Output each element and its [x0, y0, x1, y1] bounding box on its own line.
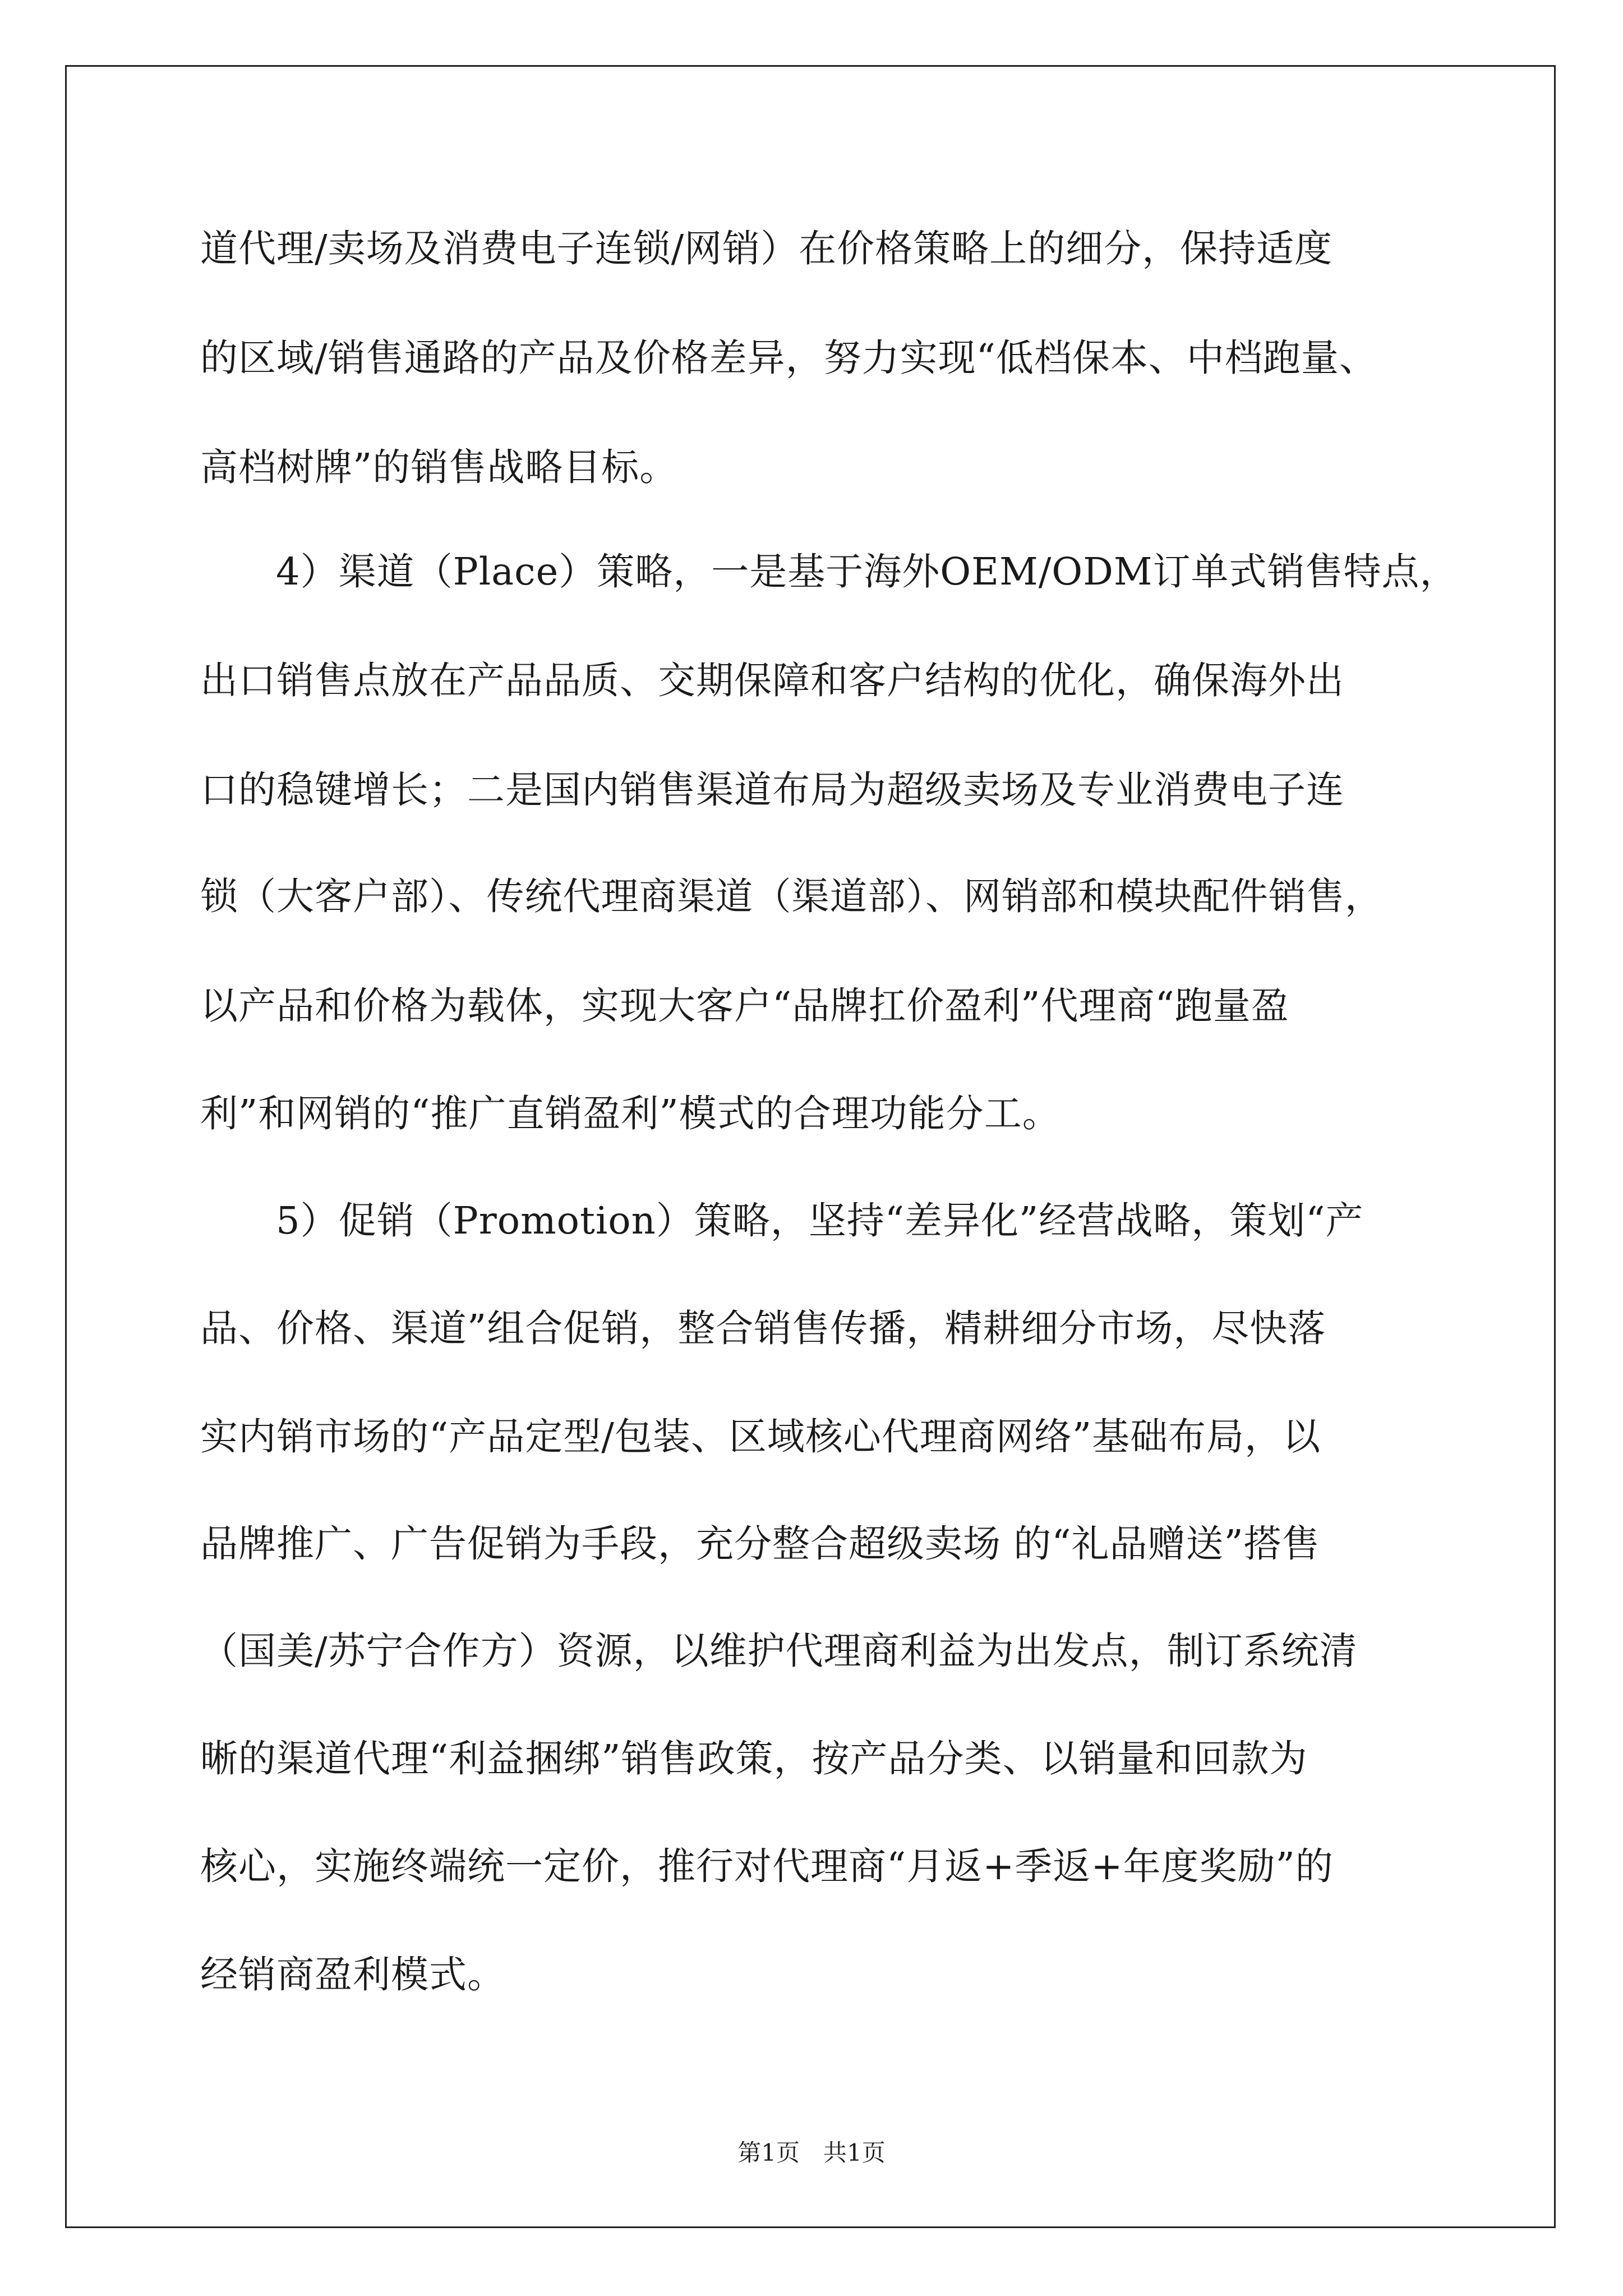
body-text-line: （国美/苏宁合作方）资源，以维护代理商利益为出发点，制订系统清: [200, 1629, 1358, 1673]
paragraph-4-first-line: 4）渠道（Place）策略，一是基于海外OEM/ODM订单式销售特点，: [276, 550, 1458, 593]
body-text-line: 品牌推广、广告促销为手段，充分整合超级卖场 的“礼品赠送”搭售: [200, 1522, 1320, 1566]
body-text-line: 实内销市场的“产品定型/包装、区域核心代理商网络”基础布局，以: [200, 1415, 1321, 1458]
body-text-line: 的区域/销售通路的产品及价格差异，努力实现“低档保本、中档跑量、: [200, 336, 1377, 380]
body-text-line: 高档树牌”的销售战略目标。: [200, 445, 678, 489]
body-text-line: 口的稳键增长；二是国内销售渠道布局为超级卖场及专业消费电子连: [200, 768, 1344, 812]
paragraph-5-first-line: 5）促销（Promotion）策略，坚持“差异化”经营战略，策划“产: [276, 1199, 1364, 1243]
page-number-footer: 第1页 共1页: [737, 2139, 886, 2166]
body-text-line: 晰的渠道代理“利益捆绑”销售政策，按产品分类、以销量和回款为: [200, 1737, 1308, 1780]
body-text-line: 道代理/卖场及消费电子连锁/网销）在价格策略上的细分，保持适度: [200, 227, 1333, 270]
body-text-line: 以产品和价格为载体，实现大客户“品牌扛价盈利”代理商“跑量盈: [200, 984, 1289, 1028]
body-text-line: 核心，实施终端统一定价，推行对代理商“月返+季返+年度奖励”的: [200, 1844, 1334, 1888]
body-text-line: 出口销售点放在产品品质、交期保障和客户结构的优化，确保海外出: [200, 659, 1344, 702]
body-text-line: 锁（大客户部）、传统代理商渠道（渠道部）、网销部和模块配件销售，: [200, 875, 1383, 918]
body-text-line: 利”和网销的“推广直销盈利”模式的合理功能分工。: [200, 1092, 1061, 1135]
body-text-line: 经销商盈利模式。: [200, 1953, 505, 1996]
body-text-line: 品、价格、渠道”组合促销，整合销售传播，精耕细分市场，尽快落: [200, 1306, 1326, 1350]
page-border: [65, 65, 1556, 2228]
